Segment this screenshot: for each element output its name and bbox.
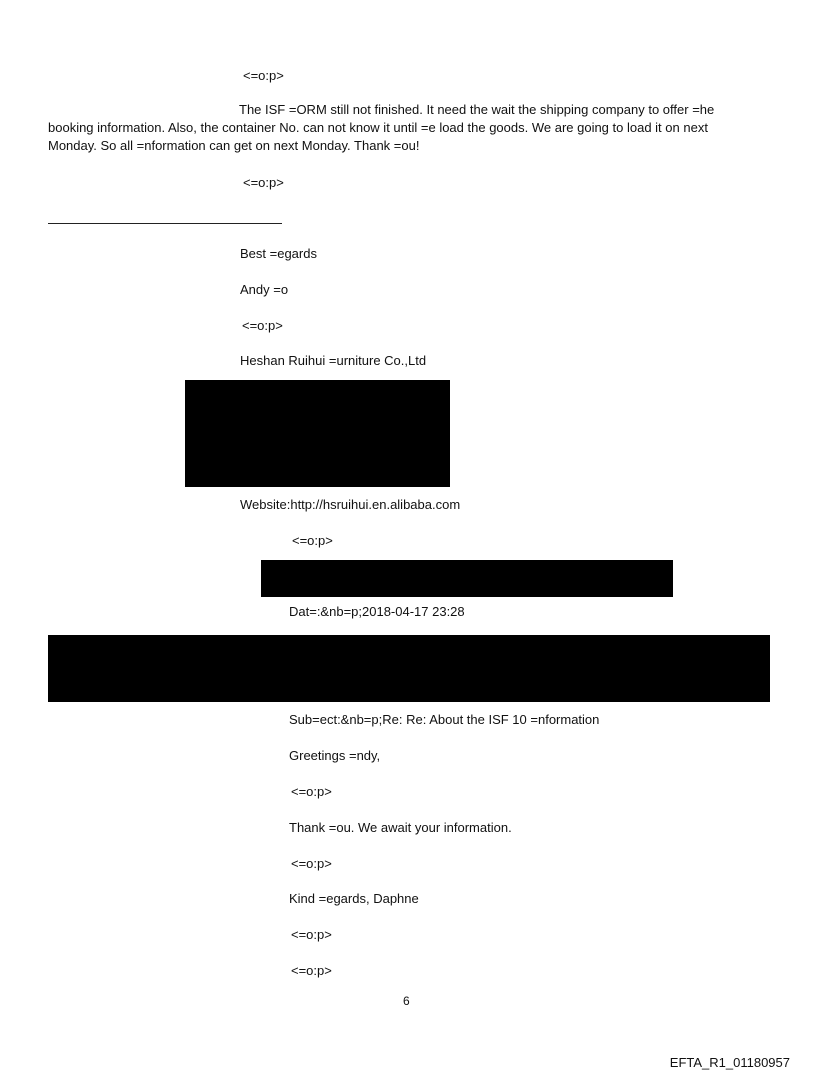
email-line: Andy =o: [240, 282, 289, 297]
separator-line: [48, 223, 282, 224]
email-line: Dat=:&nb=p;2018-04-17 23:28: [289, 604, 465, 619]
email-line: <=o:p>: [243, 68, 284, 83]
email-paragraph: The ISF =ORM still not finished. It need the wait the shipping company to offer =he booking information. Also, the container No. can not know it until =e load the goods. We are going to load it on next Monday. So all =nformation can get on next Monday. Thank =ou!: [48, 102, 715, 153]
email-line: <=o:p>: [291, 963, 332, 978]
email-line: Heshan Ruihui =urniture Co.,Ltd: [240, 353, 427, 368]
redaction-block: [261, 560, 673, 597]
redaction-block: [48, 635, 770, 702]
document-id-footer: EFTA_R1_01180957: [669, 1055, 790, 1070]
page-number: 6: [403, 994, 410, 1008]
email-line: Thank =ou. We await your information.: [289, 820, 512, 835]
email-line: Best =egards: [240, 246, 317, 261]
email-line: <=o:p>: [243, 175, 284, 190]
redaction-block: [185, 380, 450, 487]
email-line: Sub=ect:&nb=p;Re: Re: About the ISF 10 =nformation: [289, 712, 600, 727]
email-line: Website:http://hsruihui.en.alibaba.com: [240, 497, 461, 512]
email-line: <=o:p>: [292, 533, 333, 548]
email-line: Kind =egards, Daphne: [289, 891, 419, 906]
email-line: <=o:p>: [242, 318, 283, 333]
email-line: <=o:p>: [291, 856, 332, 871]
email-line: <=o:p>: [291, 927, 332, 942]
email-line: Greetings =ndy,: [289, 748, 381, 763]
email-line: <=o:p>: [291, 784, 332, 799]
